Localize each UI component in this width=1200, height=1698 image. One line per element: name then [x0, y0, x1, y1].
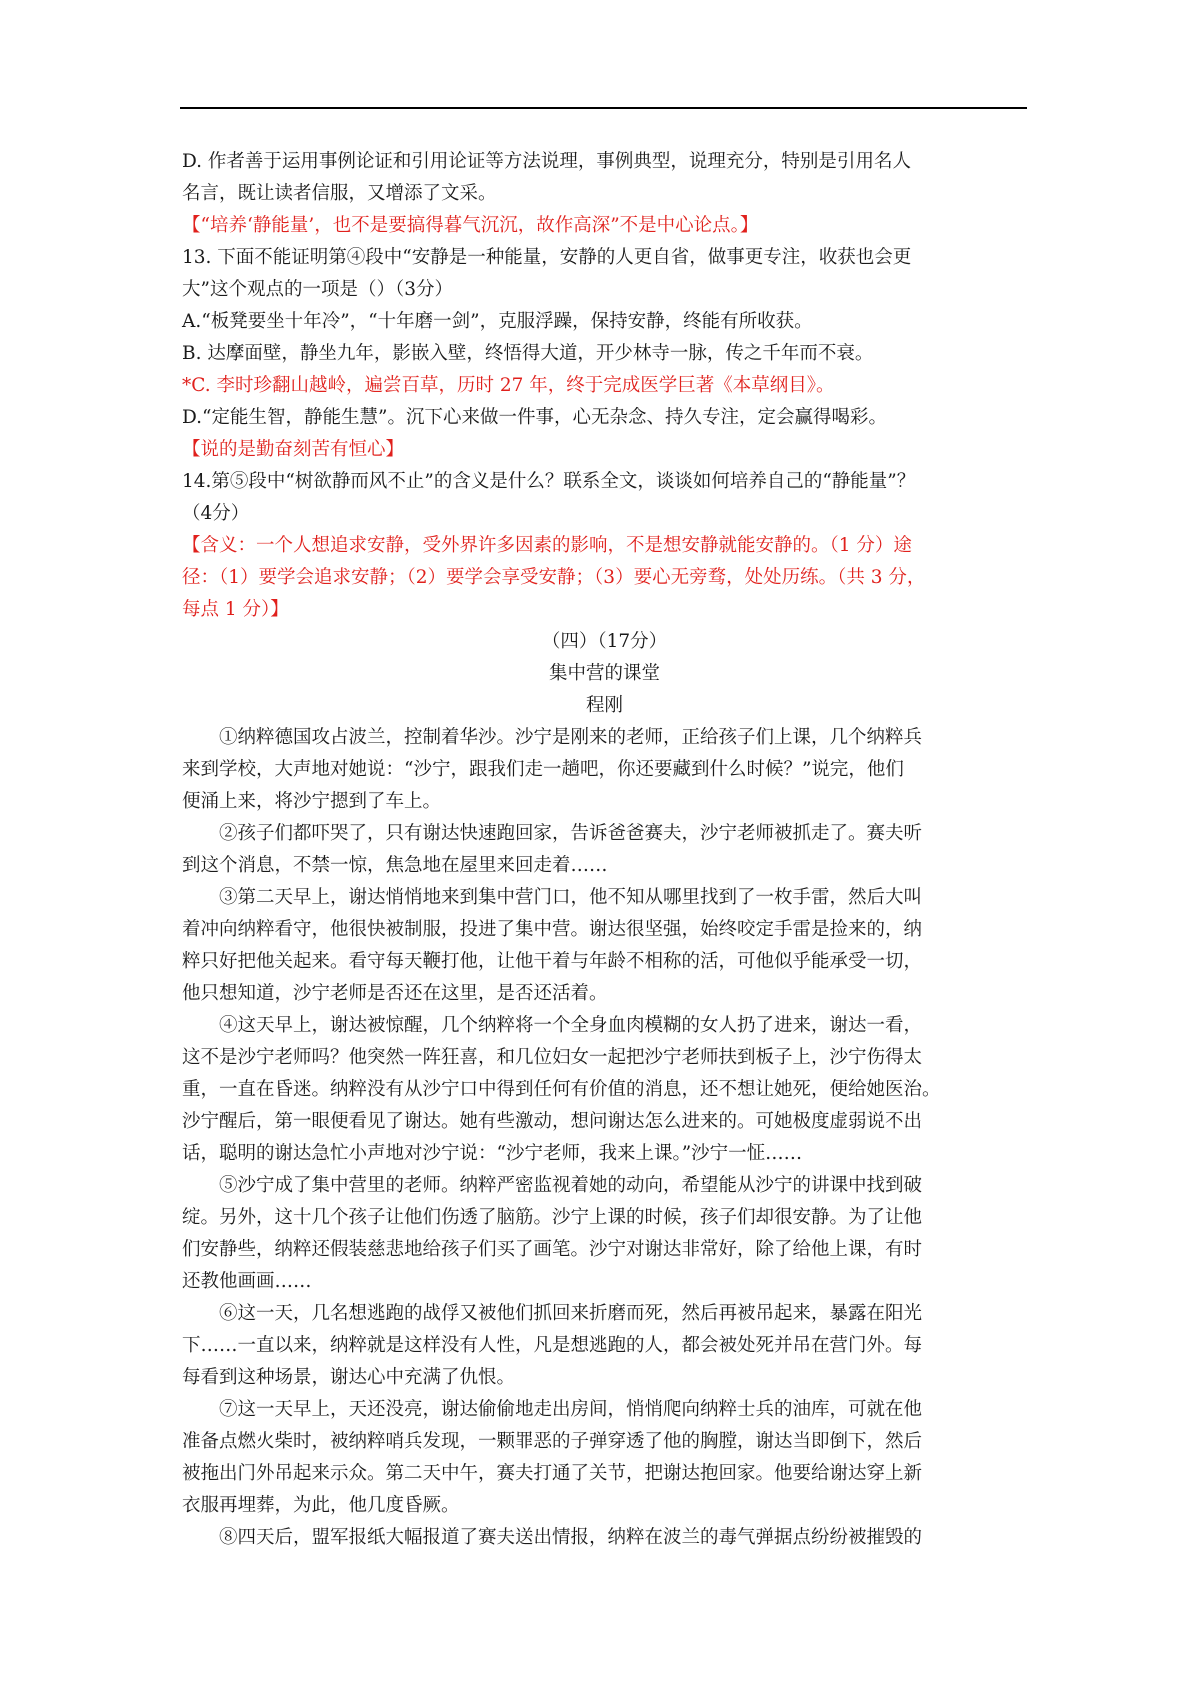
q13-option-b: B. 达摩面壁，静坐九年，影嵌入壁，终悟得大道，开少林寺一脉，传之千年而不衰。 [182, 343, 874, 364]
text-line: 名言，既让读者信服，又增添了文采。 [182, 183, 497, 204]
text-line: D. 作者善于运用事例论证和引用论证等方法说理，事例典型，说理充分，特别是引用名人 [182, 151, 911, 172]
section-header: （四）（17分） [541, 631, 668, 652]
paragraph-8 [182, 1522, 1027, 1554]
text-line: 沙宁醒后，第一眼便看见了谢达。她有些激动，想问谢达怎么进来的。可她极度虚弱说不出 [182, 1111, 923, 1132]
text-line: 径：（1）要学会追求安静；（2）要学会享受安静；（3）要心无旁骛，处处历练。（共 3 分， [182, 567, 926, 588]
text-line: 还教他画画…… [182, 1271, 312, 1292]
paragraph-2 [182, 818, 1027, 882]
text-line: 们安静些，纳粹还假装慈悲地给孩子们买了画笔。沙宁对谢达非常好，除了给他上课，有时 [182, 1239, 923, 1260]
q14-stem [182, 466, 1027, 530]
q13-answer: 【说的是勤奋刻苦有恒心】 [182, 439, 405, 460]
paragraph-1 [182, 722, 1027, 818]
text-line: 【含义：一个人想追求安静，受外界许多因素的影响，不是想安静就能安静的。（1 分）途 [182, 535, 912, 556]
text-line: ⑦这一天早上，天还没亮，谢达偷偷地走出房间，悄悄爬向纳粹士兵的油库，可就在他 [219, 1399, 923, 1420]
text-line: ③第二天早上，谢达悄悄地来到集中营门口，他不知从哪里找到了一枚手雷，然后大叫 [219, 887, 923, 908]
text-line: 便涌上来，将沙宁摁到了车上。 [182, 791, 442, 812]
text-line: 这不是沙宁老师吗？他突然一阵狂喜，和几位妇女一起把沙宁老师扶到板子上，沙宁伤得太 [182, 1047, 923, 1068]
text-line: 下……一直以来，纳粹就是这样没有人性，凡是想逃跑的人，都会被处死并吊在营门外。每 [182, 1335, 923, 1356]
text-line: 衣服再埋葬，为此，他几度昏厥。 [182, 1495, 460, 1516]
story-title: 集中营的课堂 [548, 663, 660, 684]
text-line: ①纳粹德国攻占波兰，控制着华沙。沙宁是刚来的老师，正给孩子们上课，几个纳粹兵 [219, 727, 923, 748]
text-line: 大”这个观点的一项是（）（3分） [182, 279, 453, 300]
text-line: 到这个消息，不禁一惊，焦急地在屋里来回走着…… [182, 855, 608, 876]
q12-answer: 【“培养‘静能量’，也不是要搞得暮气沉沉，故作高深”不是中心论点。】 [182, 215, 759, 236]
text-line: 13. 下面不能证明第④段中“安静是一种能量，安静的人更自省，做事更专注，收获也会更 [182, 247, 912, 268]
text-line: 来到学校，大声地对她说：“沙宁，跟我们走一趟吧，你还要藏到什么时候？”说完，他们 [182, 759, 904, 780]
q13-stem [182, 242, 1027, 306]
text-line: （4分） [182, 503, 250, 524]
document-body [182, 146, 1027, 1554]
text-line: ⑧四天后，盟军报纸大幅报道了赛夫送出情报，纳粹在波兰的毒气弹据点纷纷被摧毁的 [219, 1527, 923, 1548]
paragraph-4 [182, 1010, 1027, 1170]
text-line: 重，一直在昏迷。纳粹没有从沙宁口中得到任何有价值的消息，还不想让她死，便给她医治。 [182, 1079, 941, 1100]
text-line: 14.第⑤段中“树欲静而风不止”的含义是什么？联系全文，谈谈如何培养自己的“静能量”？ [182, 471, 916, 492]
q13-option-d: D.“定能生智，静能生慧”。沉下心来做一件事，心无杂念、持久专注，定会赢得喝彩。 [182, 407, 887, 428]
text-line: ⑤沙宁成了集中营里的老师。纳粹严密监视着她的动向，希望能从沙宁的讲课中找到破 [219, 1175, 923, 1196]
paragraph-3 [182, 882, 1027, 1010]
text-line: ②孩子们都吓哭了，只有谢达快速跑回家，告诉爸爸赛夫，沙宁老师被抓走了。赛夫听 [219, 823, 923, 844]
paragraph-5 [182, 1170, 1027, 1298]
paragraph-7 [182, 1394, 1027, 1522]
text-line: 每点 1 分）】 [182, 599, 289, 620]
paragraph-6 [182, 1298, 1027, 1394]
text-line: 准备点燃火柴时，被纳粹哨兵发现，一颗罪恶的子弹穿透了他的胸膛，谢达当即倒下，然后 [182, 1431, 923, 1452]
q12-option-d [182, 146, 1027, 210]
q14-answer [182, 530, 1027, 626]
text-line: 每看到这种场景，谢达心中充满了仇恨。 [182, 1367, 516, 1388]
text-line: 话，聪明的谢达急忙小声地对沙宁说：“沙宁老师，我来上课。”沙宁一怔…… [182, 1143, 803, 1164]
text-line: 粹只好把他关起来。看守每天鞭打他，让他干着与年龄不相称的活，可他似乎能承受一切， [182, 951, 923, 972]
text-line: ④这天早上，谢达被惊醒，几个纳粹将一个全身血肉模糊的女人扔了进来，谢达一看， [219, 1015, 923, 1036]
text-line: 被拖出门外吊起来示众。第二天中午，赛夫打通了关节，把谢达抱回家。他要给谢达穿上新 [182, 1463, 923, 1484]
text-line: ⑥这一天，几名想逃跑的战俘又被他们抓回来折磨而死，然后再被吊起来，暴露在阳光 [219, 1303, 923, 1324]
q13-option-c: *C. 李时珍翻山越岭，遍尝百草，历时 27 年，终于完成医学巨著《本草纲目》。 [182, 375, 835, 396]
text-line: 着冲向纳粹看守，他很快被制服，投进了集中营。谢达很坚强，始终咬定手雷是捡来的，纳 [182, 919, 923, 940]
story-author: 程刚 [585, 695, 623, 716]
header-rule [180, 107, 1027, 109]
text-line: 他只想知道，沙宁老师是否还在这里，是否还活着。 [182, 983, 608, 1004]
q13-option-a: A.“板凳要坐十年冷”，“十年磨一剑”，克服浮躁，保持安静，终能有所收获。 [182, 311, 813, 332]
text-line: 绽。另外，这十几个孩子让他们伤透了脑筋。沙宁上课的时候，孩子们却很安静。为了让他 [182, 1207, 923, 1228]
